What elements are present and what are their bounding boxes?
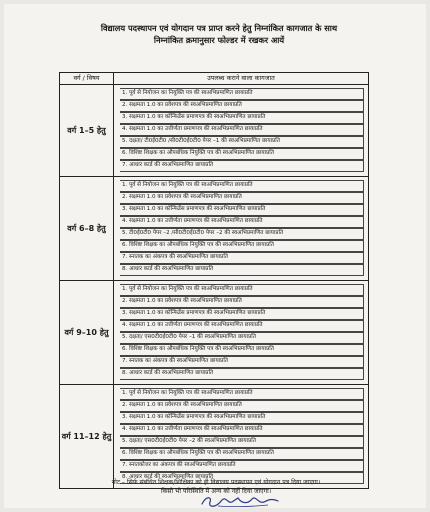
note-line-2: किसी भी परिस्थिति में अन्य को नहीं दिया जाएगा। [160,488,272,495]
list-item: 5. दक्षता/ टी0ई0टी0 /सी0टी0ई0टी0 पेपर –1 की स्वअभिप्रमाणित छायाप्रति [120,136,364,148]
list-item: 1. पूर्व से नियोजन का नियुक्ति पत्र की स्वअभिप्रमाणित छायाप्रति [120,88,364,100]
group-items [114,85,368,176]
group-class-11-12 [60,385,368,488]
documents-table [59,72,369,489]
list-item: 5. दक्षता/ एस0टी0ई0टी0 पेपर –1 की स्वअभिप्रमाणित छायाप्रति [120,332,364,344]
table-header [60,73,368,85]
document-heading [44,22,394,46]
handwritten-signature [198,492,288,510]
list-item: 6. विशिष्ट शिक्षक का औपबंधिक नियुक्ति पत्र की स्वअभिप्रमाणित छायाप्रति [120,448,364,460]
list-item: 6. विशिष्ट शिक्षक का औपबंधिक नियुक्ति पत्र की स्वअभिप्रमाणित छायाप्रति [120,240,364,252]
list-item: 6. विशिष्ट शिक्षक का औपबंधिक नियुक्ति पत्र की स्वअभिप्रमाणित छायाप्रति [120,344,364,356]
header-category: वर्ग / विषय [60,73,114,84]
group-label: वर्ग 9–10 हेतु [60,281,114,384]
heading-line-2: निम्नांकित क्रमानुसार फोल्डर में रखकर आयें [153,35,285,45]
document-page [4,4,426,508]
list-item: 4. सक्षमता 1.0 का उत्तीर्णता प्रमाणपत्र की स्वअभिप्रमाणित छायाप्रति [120,320,364,332]
group-class-1-5 [60,85,368,177]
list-item: 7. स्नातकोत्तर का अंकपत्र की स्वअभिप्रमाणित छायाप्रति [120,460,364,472]
group-label: वर्ग 1–5 हेतु [60,85,114,176]
list-item: 2. सक्षमता 1.0 का प्रवेशपत्र की स्वअभिप्रमाणित छायाप्रति [120,100,364,112]
list-item: 2. सक्षमता 1.0 का प्रवेशपत्र की स्वअभिप्रमाणित छायाप्रति [120,400,364,412]
list-item: 7. आधार कार्ड की स्वअभिप्रमाणित छायाप्रति [120,160,364,172]
list-item: 3. सक्षमता 1.0 का कॉन्फिडेंस प्रमाणपत्र की स्वअभिप्रमाणित छायाप्रति [120,412,364,424]
list-item: 1. पूर्व से नियोजन का नियुक्ति पत्र की स्वअभिप्रमाणित छायाप्रति [120,284,364,296]
list-item: 2. सक्षमता 1.0 का प्रवेशपत्र की स्वअभिप्रमाणित छायाप्रति [120,192,364,204]
group-class-6-8 [60,177,368,281]
group-class-9-10 [60,281,368,385]
list-item: 7. स्नातक का अंकपत्र की स्वअभिप्रमाणित छायाप्रति [120,252,364,264]
list-item: 8. आधार कार्ड की स्वअभिप्रमाणित छायाप्रति [120,264,364,276]
list-item: 8. आधार कार्ड की स्वअभिप्रमाणित छायाप्रति [120,472,364,484]
list-item: 5. टी0ई0टी0 पेपर –2 /सी0टी0ई0टी0 पेपर –2 की स्वअभिप्रमाणित छायाप्रति [120,228,364,240]
list-item: 4. सक्षमता 1.0 का उत्तीर्णता प्रमाणपत्र की स्वअभिप्रमाणित छायाप्रति [120,424,364,436]
list-item: 5. दक्षता/ एस0टी0ई0टी0 पेपर –2 की स्वअभिप्रमाणित छायाप्रति [120,436,364,448]
list-item: 3. सक्षमता 1.0 का कॉन्फिडेंस प्रमाणपत्र की स्वअभिप्रमाणित छायाप्रति [120,204,364,216]
group-label: वर्ग 11–12 हेतु [60,385,114,488]
list-item: 1. पूर्व से नियोजन का नियुक्ति पत्र की स्वअभिप्रमाणित छायाप्रति [120,388,364,400]
list-item: 4. सक्षमता 1.0 का उत्तीर्णता प्रमाणपत्र की स्वअभिप्रमाणित छायाप्रति [120,124,364,136]
list-item: 2. सक्षमता 1.0 का प्रवेशपत्र की स्वअभिप्रमाणित छायाप्रति [120,296,364,308]
list-item: 6. विशिष्ट शिक्षक का औपबंधिक नियुक्ति पत्र की स्वअभिप्रमाणित छायाप्रति [120,148,364,160]
header-documents: उपलब्ध कराने वाला कागजात [207,74,275,82]
group-label: वर्ग 6–8 हेतु [60,177,114,280]
group-items [114,385,368,488]
list-item: 3. सक्षमता 1.0 का कॉन्फिडेंस प्रमाणपत्र की स्वअभिप्रमाणित छायाप्रति [120,112,364,124]
list-item: 4. सक्षमता 1.0 का उत्तीर्णता प्रमाणपत्र की स्वअभिप्रमाणित छायाप्रति [120,216,364,228]
heading-line-1: विद्यालय पदस्थापन एवं योगदान पत्र प्राप्त करने हेतु निम्नांकित कागजात के साथ [100,23,338,33]
list-item: 8. आधार कार्ड की स्वअभिप्रमाणित छायाप्रति [120,368,364,380]
list-item: 3. सक्षमता 1.0 का कॉन्फिडेंस प्रमाणपत्र की स्वअभिप्रमाणित छायाप्रति [120,308,364,320]
group-items [114,281,368,384]
note-line-1: नोट – सिर्फ संबंधित शिक्षक/शिक्षिका को ही विद्यालय पदस्थापन एवं योगदान पत्र दिया जाएगा। [111,479,321,486]
group-items [114,177,368,280]
list-item: 7. स्नातक का अंकपत्र की स्वअभिप्रमाणित छायाप्रति [120,356,364,368]
list-item: 1. पूर्व से नियोजन का नियुक्ति पत्र की स्वअभिप्रमाणित छायाप्रति [120,180,364,192]
